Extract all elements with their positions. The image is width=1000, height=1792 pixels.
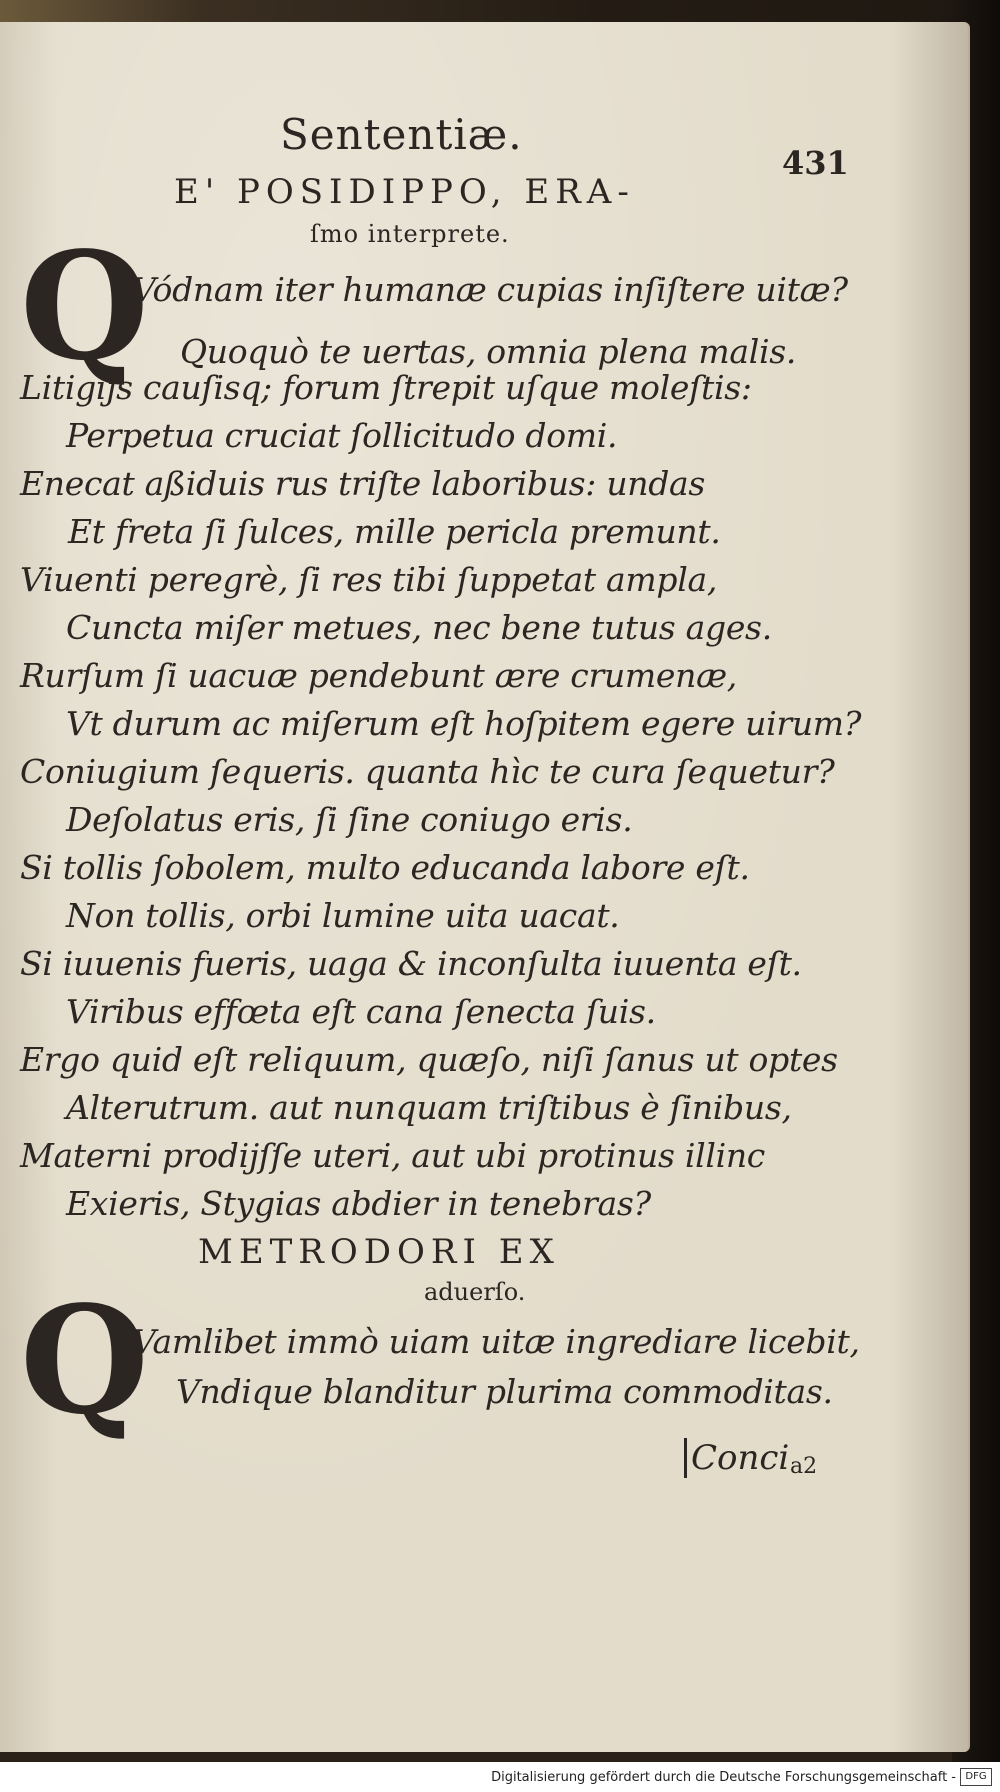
verse-line: Vódnam iter humanæ cupias inſiſtere uitæ? [132, 270, 848, 309]
section-title: E' POSIDIPPO, ERA- [174, 172, 635, 212]
book-page [0, 22, 970, 1752]
drop-cap-2: Q [20, 1273, 149, 1447]
verse-line: Vamlibet immò uiam uitæ ingrediare licebit, [132, 1322, 860, 1361]
verse-line: Vt durum ac miſerum eſt hoſpitem egere uirum? [66, 704, 862, 743]
verse-line: Enecat aßiduis rus triſte laboribus: undas [20, 464, 706, 503]
verse-line: Cuncta miſer metues, nec bene tutus ages. [66, 608, 772, 647]
verse-line: Vndique blanditur plurima commoditas. [176, 1372, 833, 1411]
verse-line: Viribus effœta eſt cana ſenecta ſuis. [66, 992, 656, 1031]
catchword: Conci [684, 1438, 789, 1478]
signature-mark: a2 [790, 1454, 818, 1479]
footer-bar [0, 1762, 1000, 1792]
verse-line: Et freta ſi ſulces, mille pericla premunt. [68, 512, 721, 551]
verse-line: Ergo quid eſt reliquum, quæſo, niſi ſanus ut optes [20, 1040, 838, 1079]
section-title-2: METRODORI EX [198, 1232, 560, 1272]
dfg-logo-icon: DFG [960, 1768, 992, 1786]
verse-line: Si iuuenis fueris, uaga & inconſulta iuuenta eſt. [20, 944, 802, 983]
verse-line: Litigijs cauſisq; forum ſtrepit uſque moleſtis: [20, 368, 752, 407]
verse-line: Materni prodijſſe uteri, aut ubi protinus illinc [20, 1136, 765, 1175]
verse-line: Quoquò te uertas, omnia plena malis. [180, 332, 797, 371]
verse-line: Viuenti peregrè, ſi res tibi ſuppetat ampla, [20, 560, 718, 599]
verse-line: Alterutrum. aut nunquam triſtibus è ſinibus, [66, 1088, 792, 1127]
verse-line: Exieris, Stygias abdier in tenebras? [66, 1184, 651, 1223]
running-head: Sententiæ. [280, 110, 523, 159]
verse-line: Perpetua cruciat ſollicitudo domi. [66, 416, 618, 455]
section-subtitle: ſmo interprete. [310, 220, 510, 248]
verse-line: Rurſum ſi uacuæ pendebunt ære crumenæ, [20, 656, 738, 695]
verse-line: Coniugium ſequeris. quanta hìc te cura ſequetur? [20, 752, 835, 791]
page-number: 431 [782, 144, 849, 182]
verse-line: Non tollis, orbi lumine uita uacat. [66, 896, 620, 935]
verse-line: Deſolatus eris, ſi ſine coniugo eris. [66, 800, 633, 839]
drop-cap: Q [20, 219, 149, 393]
verse-line: Si tollis ſobolem, multo educanda labore eſt. [20, 848, 750, 887]
section-subtitle-2: aduerſo. [424, 1278, 526, 1306]
footer-credit: Digitalisierung gefördert durch die Deutsche Forschungsgemeinschaft - [491, 1770, 956, 1785]
book-binding-top [0, 0, 1000, 24]
